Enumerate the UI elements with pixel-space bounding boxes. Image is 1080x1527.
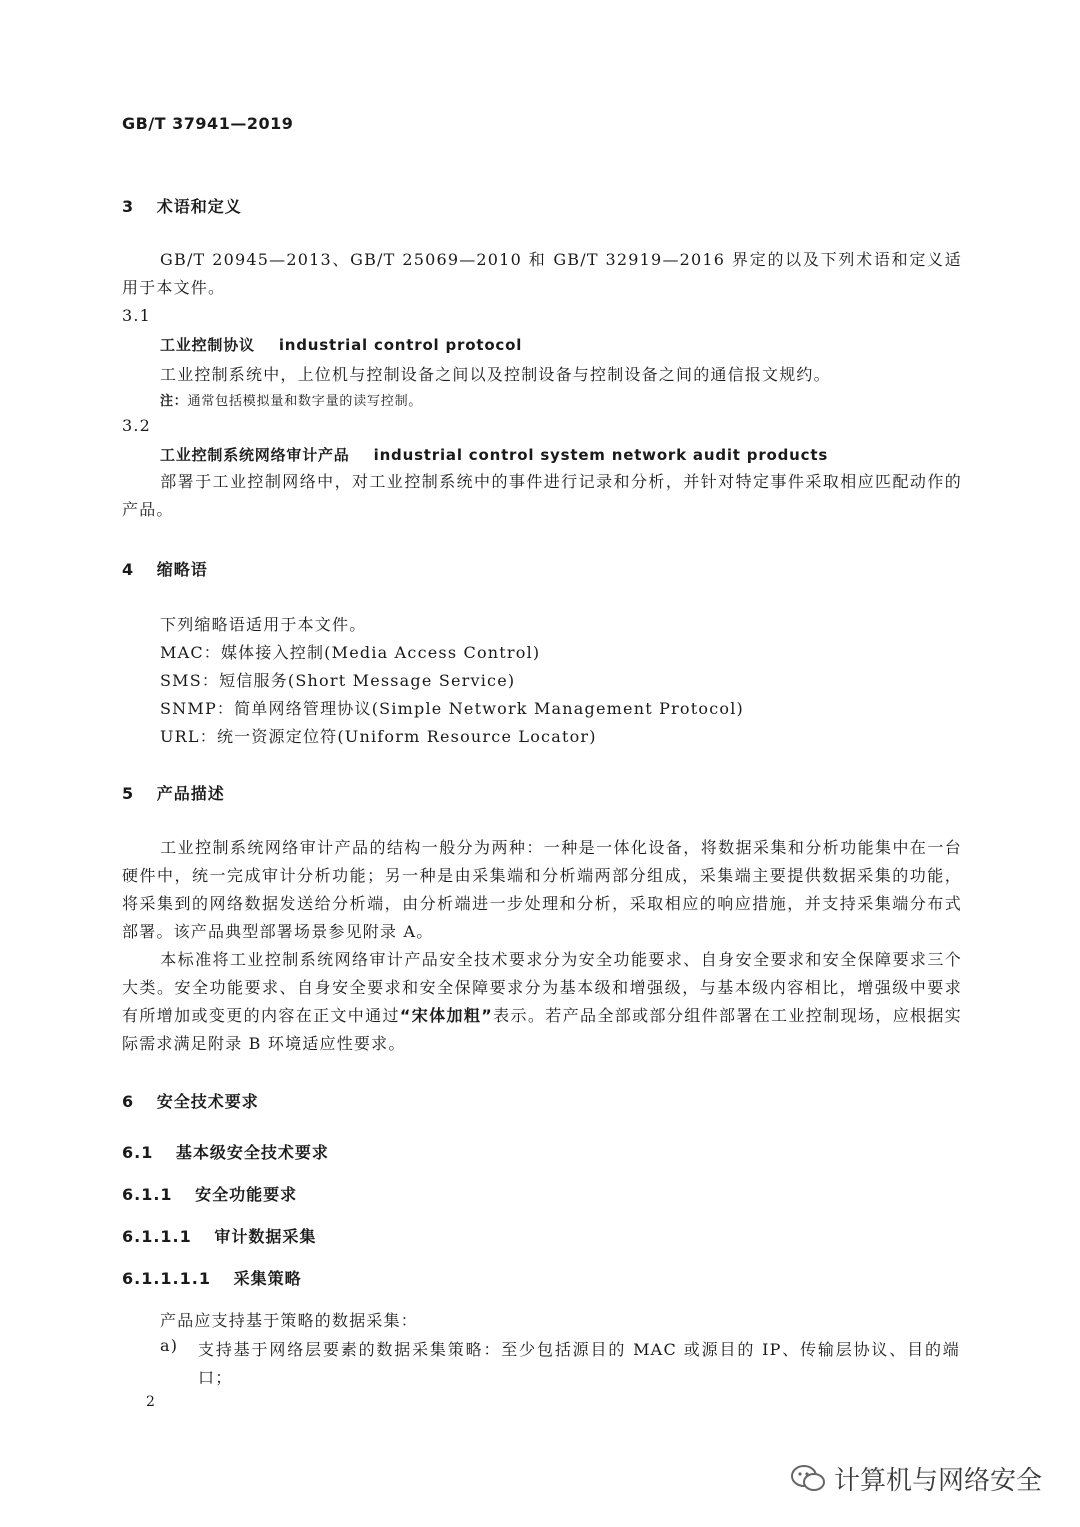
watermark [790,1460,1042,1497]
section-number: 6.1.1.1 [122,1227,192,1246]
section-title: 术语和定义 [156,197,242,216]
requirement-intro: 产品应支持基于策略的数据采集： [160,1311,419,1330]
wechat-icon [790,1464,826,1494]
term-3-1-number: 3.1 [122,306,152,325]
bold-marker-text: “宋体加粗” [399,1006,494,1025]
abbr-item: SNMP：简单网络管理协议(Simple Network Management Protocol) [160,699,744,718]
term-3-2-number: 3.2 [122,416,152,435]
section-number: 6.1.1 [122,1185,173,1204]
page-number: 2 [146,1394,155,1410]
section-title: 审计数据采集 [214,1227,317,1246]
note-text: 通常包括模拟量和数字量的读写控制。 [187,394,423,409]
subsection-6-1-1-1-heading [122,1224,316,1247]
section-3-heading [122,194,242,217]
section-title: 安全技术要求 [156,1092,259,1111]
paragraph-text: 工业控制系统网络审计产品的结构一般分为两种：一种是一体化设备，将数据采集和分析功能集中在一台硬件中，统一完成审计分析功能；另一种是由采集端和分析端两部分组成，采集端主要提供数据采集的功能，将采集到的网络数据发送给分析端，由分析端进一步处理和分析，采取相应的响应措施，并支持采集端分布式部署。该产品典型部署场景参见附录 A。 [122,838,962,941]
section-6-heading [122,1089,259,1112]
paragraph-text: 表示。若产品全部或部分组件部署在工业控制现场，应根据实际需求满足附录 B 环境适应性要求。 [122,1006,963,1053]
term-3-2-title [160,444,828,465]
note-label: 注： [160,394,188,409]
section-number: 3 [122,197,135,216]
standard-number: GB/T 37941—2019 [122,114,294,133]
abbr-item: MAC：媒体接入控制(Media Access Control) [160,643,541,662]
section-number: 6 [122,1092,135,1111]
subsection-6-1-heading [122,1140,329,1163]
section-title: 基本级安全技术要求 [175,1143,329,1162]
list-item-label: a) [160,1336,179,1355]
term-3-1-title [160,334,522,355]
section-number: 6.1 [122,1143,154,1162]
section-3-intro [122,246,962,302]
term-3-1-definition: 工业控制系统中，上位机与控制设备之间以及控制设备与控制设备之间的通信报文规约。 [160,365,831,384]
abbr-intro: 下列缩略语适用于本文件。 [160,615,367,634]
subsection-6-1-1-heading [122,1182,297,1205]
section-number: 6.1.1.1.1 [122,1269,211,1288]
abbr-item: URL：统一资源定位符(Uniform Resource Locator) [160,727,597,746]
term-en: industrial control protocol [278,336,523,354]
section-title: 缩略语 [156,560,208,579]
section-5-paragraph-1 [122,834,962,946]
term-3-1-note [160,390,422,409]
list-item-text: 支持基于网络层要素的数据采集策略：至少包括源目的 MAC 或源目的 IP、传输层协议、目的端口； [198,1340,960,1387]
watermark-text: 计算机与网络安全 [834,1466,1043,1496]
abbr-item: SMS：短信服务(Short Message Service) [160,671,516,690]
section-5-heading [122,781,225,804]
section-title: 安全功能要求 [195,1185,298,1204]
term-en: industrial control system network audit products [373,446,829,464]
section-number: 5 [122,784,135,803]
section-4-heading [122,557,208,580]
section-title: 产品描述 [156,784,225,803]
section-title: 采集策略 [233,1269,302,1288]
subsection-6-1-1-1-1-heading [122,1266,302,1289]
term-3-2-definition [122,468,962,524]
section-number: 4 [122,560,135,579]
section-5-paragraph-2 [122,946,962,1058]
term-cn: 工业控制协议 [160,336,255,354]
paragraph-text: 本标准将工业控制系统网络审计产品安全技术要求分为安全功能要求、自身安全要求和安全保障要求三个大类。安全功能要求、自身安全要求和安全保障要求分为基本级和增强级，与基本级内容相比，增强级中要求有所增加或变更的内容在正文中通过 [122,950,962,1025]
term-cn: 工业控制系统网络审计产品 [160,446,350,464]
definition-text: 部署于工业控制网络中，对工业控制系统中的事件进行记录和分析，并针对特定事件采取相应匹配动作的产品。 [122,472,962,519]
intro-text: GB/T 20945—2013、GB/T 25069—2010 和 GB/T 32919—2016 界定的以及下列术语和定义适用于本文件。 [122,250,962,297]
